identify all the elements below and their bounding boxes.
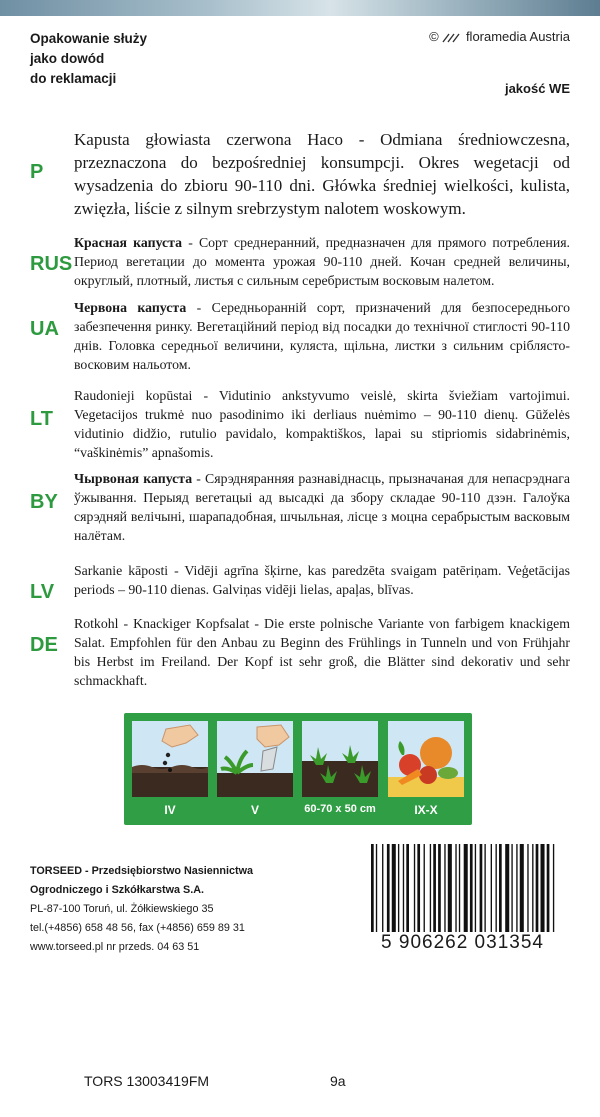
company-info [30, 862, 330, 957]
barcode-bar [484, 844, 485, 932]
transplant-hand-icon [217, 721, 293, 797]
barcode-bar [532, 844, 533, 932]
barcode-bar [520, 844, 524, 932]
lang-block-by [30, 469, 570, 545]
barcode-bar [448, 844, 452, 932]
barcode-bar [547, 844, 550, 932]
complaint-line: jako dowód [30, 51, 105, 66]
barcode-bar [398, 844, 399, 932]
barcode-bar [470, 844, 473, 932]
barcode-bar [371, 844, 374, 932]
step-label: IV [164, 803, 176, 817]
barcode-bar [553, 844, 554, 932]
complaint-notice [30, 29, 250, 89]
lang-code: UA [30, 318, 59, 340]
copyright-icon: © [429, 29, 439, 44]
harvest-vegetables-icon [388, 721, 464, 797]
cultivation-steps-panel [124, 713, 472, 825]
company-website: www.torseed.pl nr przeds. 04 63 51 [30, 941, 200, 953]
barcode-bar [444, 844, 445, 932]
barcode-bar [499, 844, 502, 932]
brand-name: floramedia Austria [465, 29, 570, 44]
product-code: TORS 13003419FM [84, 1073, 210, 1089]
company-phone: tel.(+4856) 658 48 56, fax (+4856) 659 89 31 [30, 922, 245, 934]
barcode-digits: 5 906262 031354 [355, 932, 570, 954]
barcode-bar [406, 844, 409, 932]
brand-credit [429, 29, 570, 44]
lang-code: P [30, 161, 44, 183]
quality-mark: jakość WE [504, 81, 570, 96]
lang-block-lv [30, 561, 570, 603]
barcode [355, 842, 570, 960]
barcode-bar [541, 844, 545, 932]
step-label: 60-70 x 50 cm [304, 803, 376, 815]
lang-title: Червона капуста [74, 300, 187, 315]
barcode-bar [459, 844, 460, 932]
lang-text: - Сорт среднеранний, предназначен для прямого потребления. Период вегетации до момента урожая 90-110 дней. Кочан средней величины, округлый, плотный, листья с сильным серебристым восковым налетом. [74, 235, 570, 288]
barcode-bar [430, 844, 431, 932]
barcode-bar [496, 844, 497, 932]
step-label: IX-X [414, 803, 438, 817]
lang-code: LT [30, 408, 53, 430]
step-label: V [250, 803, 259, 817]
lang-title: Чырвоная капуста [74, 471, 193, 486]
barcode-bar [433, 844, 436, 932]
lang-code: RUS [30, 253, 73, 275]
lang-code: DE [30, 634, 58, 656]
barcode-bar [475, 844, 476, 932]
barcode-bar [455, 844, 456, 932]
barcode-bar [417, 844, 420, 932]
lang-title: Красная капуста [74, 235, 183, 250]
barcode-bar [491, 844, 492, 932]
barcode-bar [387, 844, 390, 932]
floramedia-logo-icon [442, 33, 462, 43]
barcode-bar [438, 844, 441, 932]
lang-text: Kapusta głowiasta czerwona Haco - Odmiana średniowczesna, przeznaczona do bezpośredniej konsumpcji. Okres wegetacji od wysadzenia do zbioru 90-110 dni. Główka średniej wielkości, kulista, zwięzła, liście z silnym srebrzystym nalotem woskowym. [74, 130, 570, 218]
barcode-bar [414, 844, 415, 932]
complaint-line: Opakowanie służy [30, 31, 148, 46]
lang-text: Sarkanie kāposti - Vidēji agrīna šķirne, kas paredzēta svaigam patēriņam. Veģetācijas periods – 90-110 dienas. Galviņas vidēji lielas, apaļas, blīvas. [74, 563, 570, 597]
barcode-bar [382, 844, 383, 932]
top-image-strip [0, 0, 600, 16]
barcode-bar [424, 844, 425, 932]
lang-text: - Сярэдняранняя разнавіднасць, прызначаная для непасрэднага ўжывання. Перыяд вегетацыі ад высадкі да збору складае 90-110 дзэн. Галоўка сярэдняй велічыні, шарападобная, шчыльная, лісце з моцна серабрыстым васковым налётам. [74, 471, 570, 543]
plant-spacing-icon [302, 721, 378, 797]
lang-text: Rotkohl - Knackiger Kopfsalat - Die erste polnische Variante von farbigem knackigem Salat. Empfohlen für den Anbau zu Beginn des Frühlings in Tunneln und von Frühjahr bis Herbst im Freiland. Der Kopf ist sehr groß, die Blätter sind dekorativ und sehr schmackhaft. [74, 616, 570, 688]
lang-block-lt [30, 386, 570, 462]
lang-text: Raudonieji kopūstai - Vidutinio ankstyvumo veislė, skirta šviežiam vartojimui. Vegetacijos trukmė nuo pasodinimo iki derliaus nuėmimo – 90-110 dienų. Gūželės vidutinio didžio, rutulio pavidalo, kompaktiškos, lapai su stipriomis sidabrinėmis, “vaškinėmis” apnašomis. [74, 388, 570, 460]
complaint-line: do reklamacji [30, 71, 117, 86]
company-name-line: Ogrodniczego i Szkółkarstwa S.A. [30, 884, 204, 896]
lang-block-p [30, 128, 570, 220]
barcode-bar [392, 844, 396, 932]
barcode-bar [527, 844, 528, 932]
lang-code: LV [30, 581, 55, 603]
barcode-bar [376, 844, 377, 932]
lang-text: - Середньоранній сорт, призначений для безпосереднього забезпечення ринку. Вегетаційний період від посадки до технічної стиглості 90-110 днів. Головка середньої величини, кулястa, щільна, листки з сильним сріблясто-восковим нальотом. [74, 300, 570, 372]
company-name-line: TORSEED - Przedsiębiorstwo Nasiennictwa [30, 865, 253, 877]
barcode-bar [480, 844, 483, 932]
page-number: 9a [330, 1073, 346, 1089]
barcode-bar [464, 844, 468, 932]
lang-block-rus [30, 233, 570, 290]
barcode-bar [536, 844, 539, 932]
sowing-hand-icon [132, 721, 208, 797]
company-address: PL-87-100 Toruń, ul. Żółkiewskiego 35 [30, 903, 214, 915]
lang-block-de [30, 614, 570, 690]
barcode-bar [403, 844, 404, 932]
lang-block-ua [30, 298, 570, 374]
barcode-bar [511, 844, 512, 932]
barcode-bar [516, 844, 517, 932]
barcode-bar [505, 844, 509, 932]
lang-code: BY [30, 491, 58, 513]
